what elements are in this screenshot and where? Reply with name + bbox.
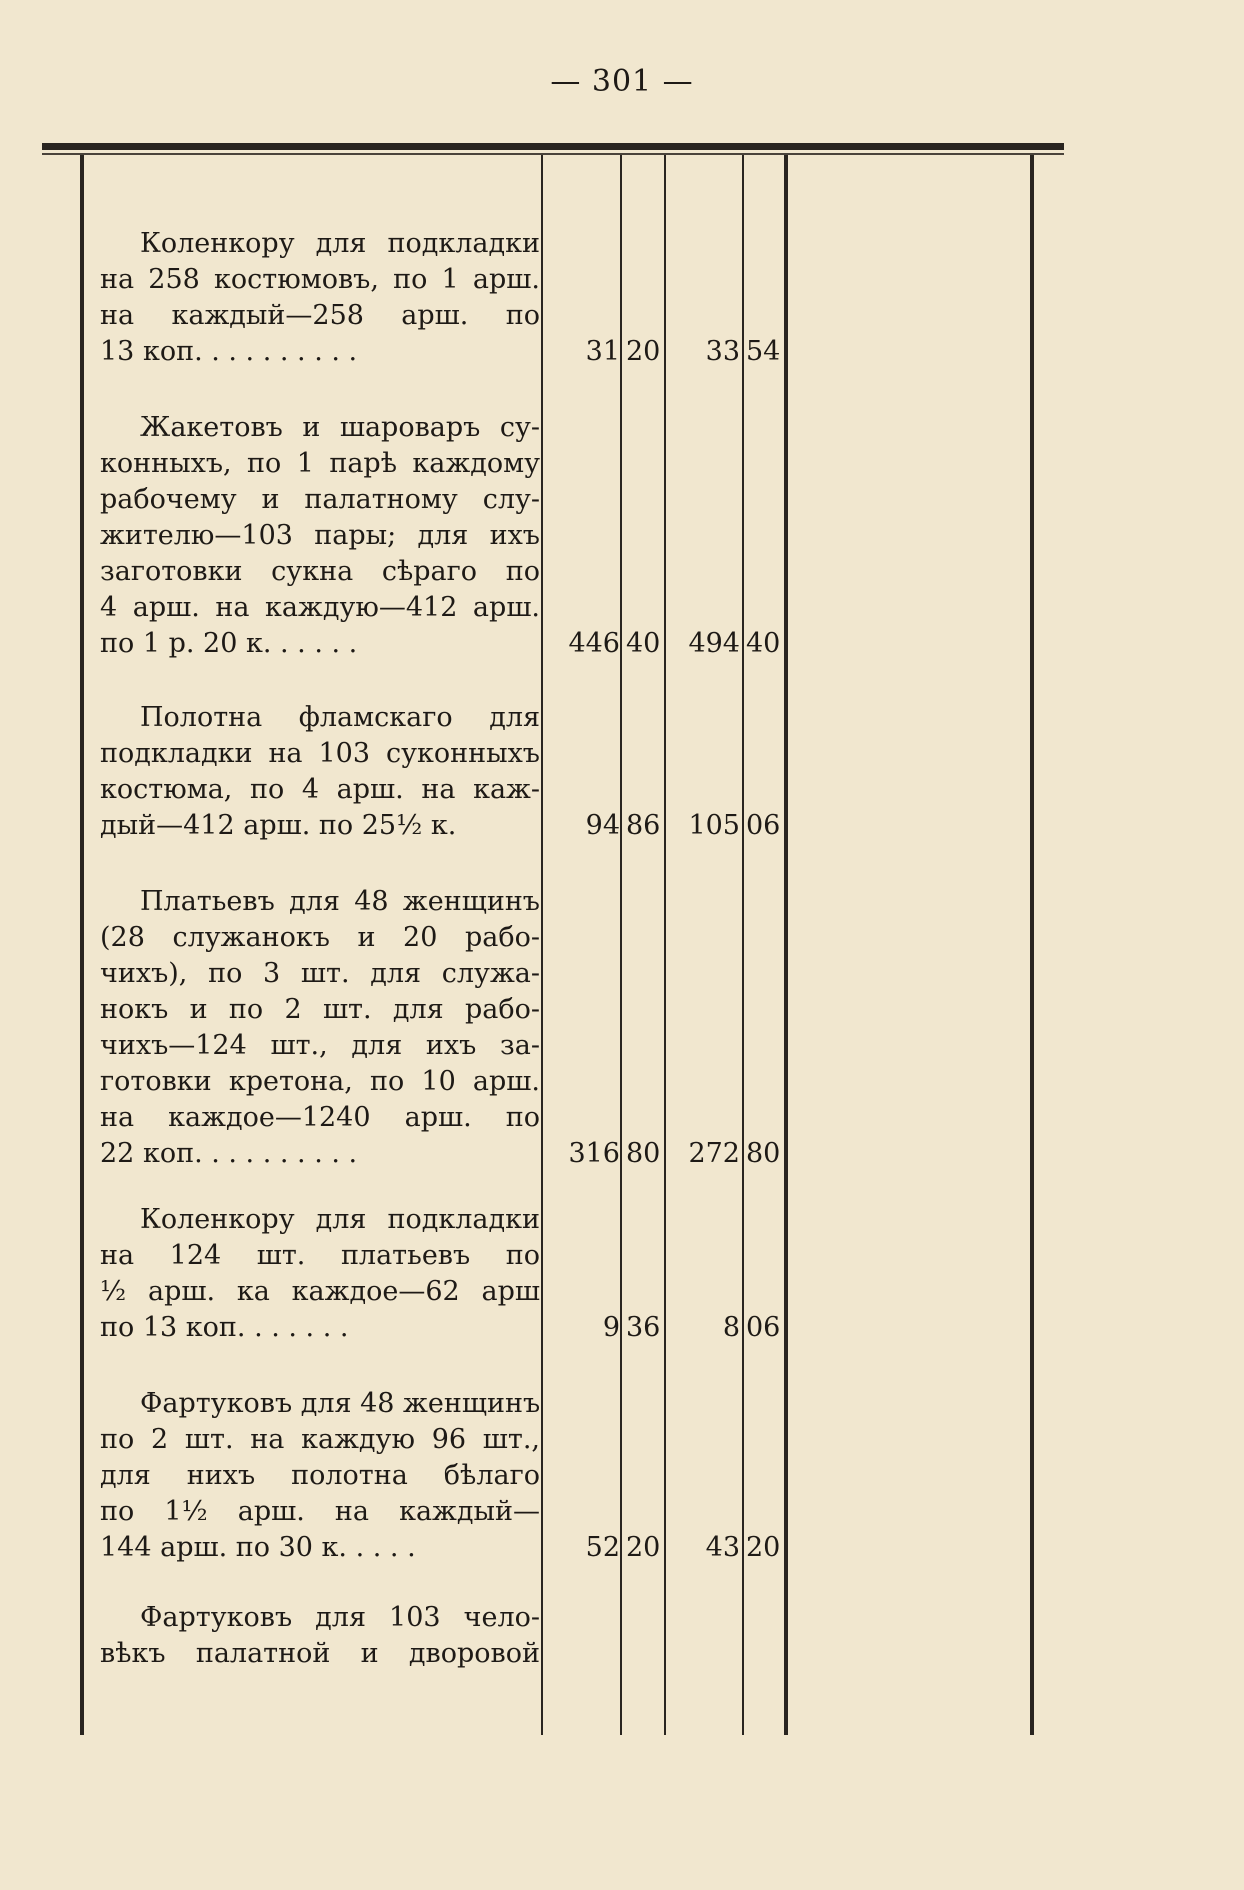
amount2-kopecks: 20 [746, 1532, 781, 1563]
entry-text [100, 1386, 540, 1566]
entry-line: чихъ), по 3 шт. для служа- [100, 958, 540, 989]
amount1-kopecks: 20 [626, 336, 661, 367]
amount1-rubles: 94 [585, 810, 620, 841]
amount2-rubles: 8 [722, 1312, 740, 1343]
amount1-kopecks: 40 [626, 628, 661, 659]
entry-line: нокъ и по 2 шт. для рабо- [100, 994, 540, 1025]
amount1-rubles: 9 [602, 1312, 620, 1343]
amount2-rubles: 272 [688, 1138, 740, 1169]
amount1-rubles: 446 [568, 628, 620, 659]
entry-line: 13 коп. . . . . . . . . . [100, 336, 358, 367]
entry-line: дый—412 арш. по 25½ к. [100, 810, 457, 841]
amount2-rub-kop-divider [742, 155, 744, 1735]
entry-line: вѣкъ палатной и дворовой [100, 1638, 540, 1669]
amount2-kopecks: 80 [746, 1138, 781, 1169]
entry-line: (28 служанокъ и 20 рабо- [100, 922, 540, 953]
amount1-rub-kop-divider [620, 155, 622, 1735]
entry-line: готовки кретона, по 10 арш. [100, 1066, 540, 1097]
entry-line: чихъ—124 шт., для ихъ за- [100, 1030, 540, 1061]
amount2-kopecks: 06 [746, 810, 781, 841]
entry-line: на каждое—1240 арш. по [100, 1102, 540, 1133]
entry-line: на каждый—258 арш. по [100, 300, 540, 331]
entry-line: 22 коп. . . . . . . . . . [100, 1138, 358, 1169]
entry-text [100, 410, 540, 662]
entry-line: 4 арш. на каждую—412 арш. [100, 592, 540, 623]
entry-line: Фартуковъ для 103 чело- [140, 1602, 540, 1633]
entry-line: для нихъ полотна бѣлаго [100, 1460, 540, 1491]
amount2-kopecks: 54 [746, 336, 781, 367]
entry-line: костюма, по 4 арш. на каж- [100, 774, 540, 805]
table-left-border [80, 155, 84, 1735]
amount1-kopecks: 20 [626, 1532, 661, 1563]
amount1-rubles: 52 [585, 1532, 620, 1563]
entry-text [100, 884, 540, 1172]
entry-line: Коленкору для подкладки [140, 1204, 540, 1235]
amount2-right-border [784, 155, 788, 1735]
amount1-right-border [664, 155, 666, 1735]
amount1-kopecks: 36 [626, 1312, 661, 1343]
entry-line: рабочему и палатному слу- [100, 484, 540, 515]
entry-text [100, 1202, 540, 1346]
entry-line: Жакетовъ и шароваръ су- [140, 412, 540, 443]
header-rule-thick [42, 143, 1064, 150]
entry-line: подкладки на 103 суконныхъ [100, 738, 540, 769]
text-column-divider [541, 155, 543, 1735]
page-number: — 301 — [550, 64, 694, 99]
table-right-border [1030, 155, 1034, 1735]
entry-text [100, 1600, 540, 1672]
amount1-rubles: 316 [568, 1138, 620, 1169]
entry-line: по 13 коп. . . . . . . [100, 1312, 349, 1343]
entry-line: жителю—103 пары; для ихъ [100, 520, 540, 551]
amount2-rubles: 494 [688, 628, 740, 659]
entry-text [100, 700, 540, 844]
amount1-rubles: 31 [585, 336, 620, 367]
amount2-kopecks: 06 [746, 1312, 781, 1343]
amount2-kopecks: 40 [746, 628, 781, 659]
amount1-kopecks: 86 [626, 810, 661, 841]
entry-line: конныхъ, по 1 парѣ каждому [100, 448, 540, 479]
entry-line: Коленкору для подкладки [140, 228, 540, 259]
amount2-rubles: 33 [705, 336, 740, 367]
entry-line: заготовки сукна сѣраго по [100, 556, 540, 587]
header-rule-thin [42, 153, 1064, 155]
entry-text [100, 226, 540, 370]
entry-line: на 124 шт. платьевъ по [100, 1240, 540, 1271]
amount2-rubles: 105 [688, 810, 740, 841]
entry-line: Платьевъ для 48 женщинъ [140, 886, 540, 917]
entry-line: 144 арш. по 30 к. . . . . [100, 1532, 416, 1563]
entry-line: по 2 шт. на каждую 96 шт., [100, 1424, 540, 1455]
entry-line: по 1 р. 20 к. . . . . . [100, 628, 358, 659]
entry-line: по 1½ арш. на каждый— [100, 1496, 540, 1527]
entry-line: на 258 костюмовъ, по 1 арш. [100, 264, 540, 295]
entry-line: ½ арш. ка каждое—62 арш [100, 1276, 540, 1307]
amount1-kopecks: 80 [626, 1138, 661, 1169]
entry-line: Полотна фламскаго для [140, 702, 540, 733]
amount2-rubles: 43 [705, 1532, 740, 1563]
entry-line: Фартуковъ для 48 женщинъ [140, 1388, 541, 1419]
